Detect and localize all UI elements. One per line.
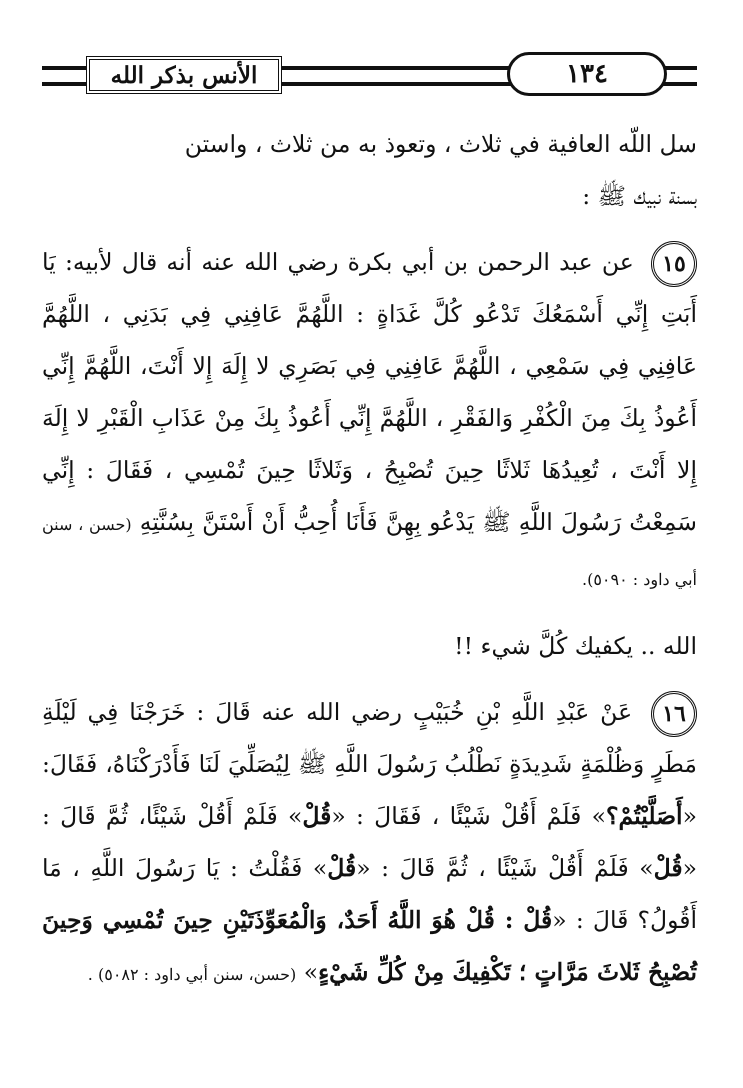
hadith-lead: عن عبد الرحمن بن أبي بكرة رضي الله عنه أنه قال لأبيه:: [64, 248, 634, 276]
hadith-text: » فَقُلْتُ : يَا رَسُولَ اللَّهِ ، مَا أَقُولُ؟ قَالَ : «: [42, 854, 697, 934]
page-number: ١٣٤: [507, 52, 667, 96]
hadith-number-badge: ١٥: [651, 241, 697, 287]
hadith-text: يَا أَبَتِ إِنِّي أَسْمَعُكَ تَدْعُو كُلَّ غَدَاةٍ : اللَّهُمَّ عَافِنِي فِي بَدَنِي ، اللَّهُمَّ عَافِنِي فِي سَمْعِي ، اللَّهُمَّ عَافِنِي فِي بَصَرِي لا إِلَهَ إِلا أَنْتَ، اللَّهُمَّ إِنِّي أَعُوذُ بِكَ مِنَ الْكُفْرِ وَالفَقْرِ ، اللَّهُمَّ إِنِّي أَعُوذُ بِكَ مِنْ عَذَابِ الْقَبْرِ لا إِلَهَ إِلا أَنْتَ ، تُعِيدُهَا ثَلاثًا حِينَ تُصْبِحُ ، وَثَلاثًا حِينَ تُمْسِي ، فَقَالَ : إِنِّي سَمِعْتُ رَسُولَ اللَّهِ ﷺ يَدْعُو بِهِنَّ فَأَنَا أُحِبُّ أَنْ أَسْتَنَّ بِسُنَّتِهِ: [42, 248, 697, 536]
hadith-text: عَنْ عَبْدِ اللَّهِ بْنِ خُبَيْبٍ رضي الله عنه قَالَ : خَرَجْنَا فِي لَيْلَةِ مَطَرٍ وَظُلْمَةٍ شَدِيدَةٍ نَطْلُبُ رَسُولَ اللَّهِ ﷺ لِيُصَلِّيَ لَنَا فَأَدْرَكْنَاهُ، فَقَالَ: «: [42, 698, 697, 830]
intro-line: سل اللّه العافية في ثلاث ، وتعوذ به من ثلاث ، واستن: [184, 130, 697, 158]
hadith-text: »: [296, 958, 319, 986]
book-title: الأنس بذكر الله: [86, 56, 282, 94]
hadith-citation: (حسن ، سنن أبي داود : ٥٠٩٠).: [42, 515, 697, 589]
page-body: [42, 118, 697, 1001]
intro-paragraph: [42, 118, 697, 222]
hadith-text: » فَلَمْ أَقُلْ شَيْئًا ، ثُمَّ قَالَ : «: [356, 854, 654, 882]
hadith-text: » فَلَمْ أَقُلْ شَيْئًا، ثُمَّ قَالَ : «: [42, 802, 697, 882]
hadith-text: » فَلَمْ أَقُلْ شَيْئًا ، فَقَالَ : «: [331, 802, 607, 830]
prophet-quote: قُلْ: [302, 802, 332, 830]
prophet-quote: قُلْ: [653, 854, 683, 882]
page-header: [42, 52, 697, 100]
prophet-quote: قُلْ : قُلْ هُوَ اللَّهُ أَحَدٌ، وَالْمُعَوِّذَتَيْنِ حِينَ تُمْسِي وَحِينَ تُصْبِحُ ثَلاثَ مَرَّاتٍ ؛ تَكْفِيكَ مِنْ كُلِّ شَيْءٍ: [42, 906, 697, 986]
hadith-number-badge: ١٦: [651, 691, 697, 737]
section-heading: الله .. يكفيك كُلَّ شيء !!: [454, 632, 697, 660]
prophet-quote: أَصَلَّيْتُمْ؟: [606, 802, 683, 830]
prophet-quote: قُلْ: [327, 854, 357, 882]
hadith-16: [42, 686, 697, 1001]
intro-line: بسنة نبيك ﷺ :: [582, 182, 697, 210]
hadith-citation: (حسن، سنن أبي داود : ٥٠٨٢) .: [87, 965, 297, 984]
hadith-15: [42, 236, 697, 606]
